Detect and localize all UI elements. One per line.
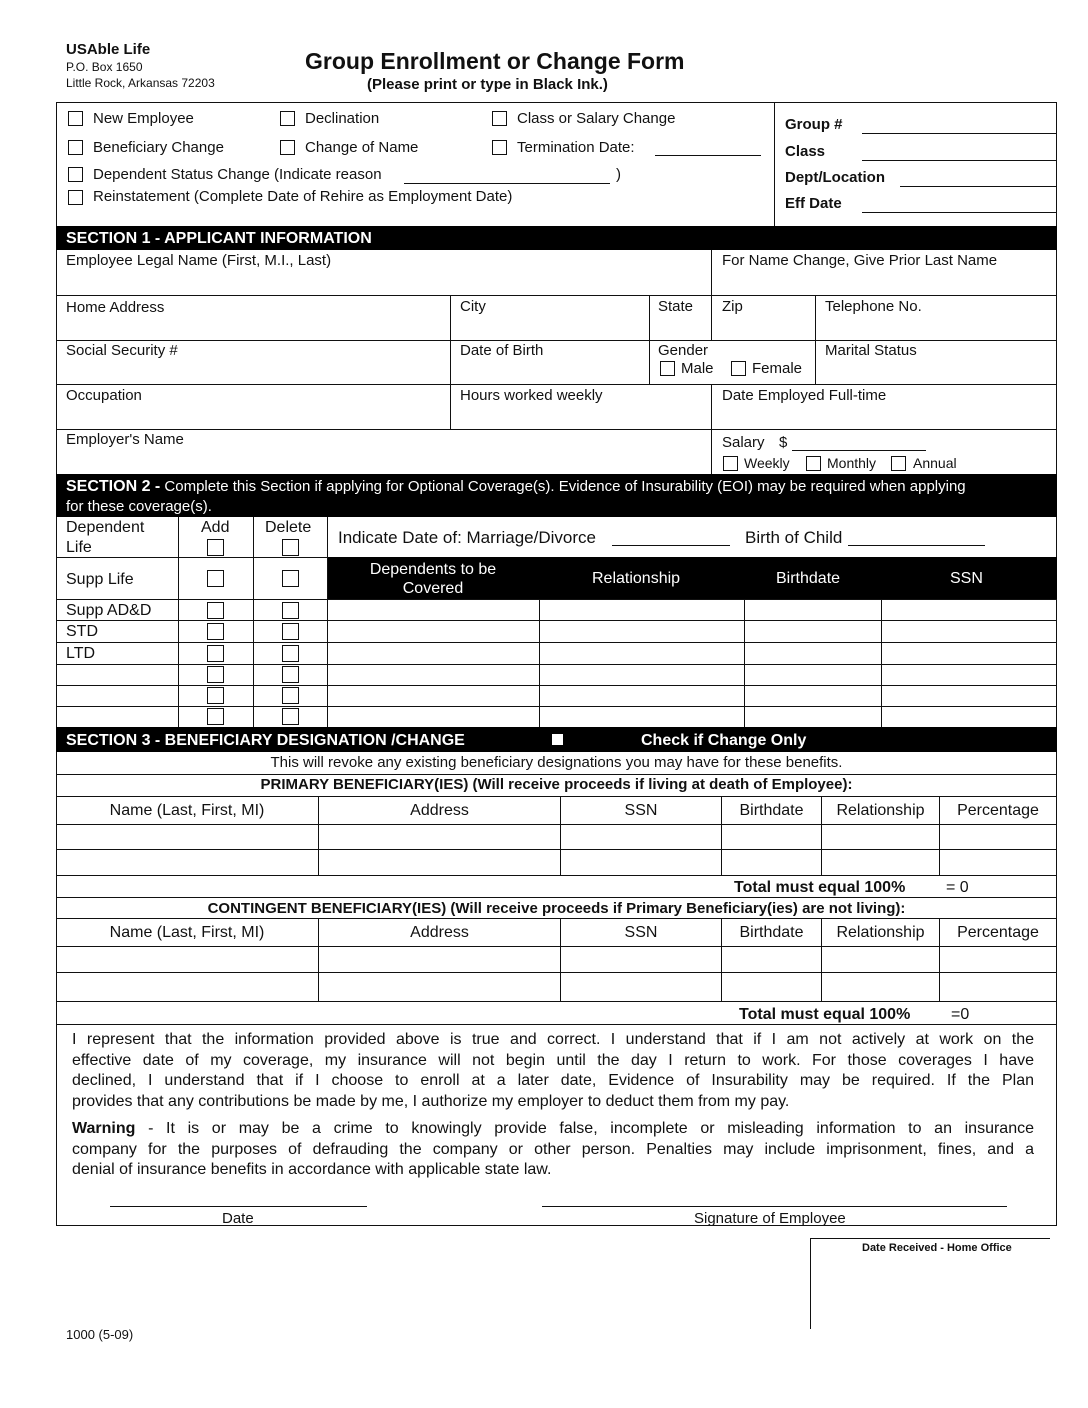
salary-field[interactable]: [792, 450, 926, 451]
s1-divider: [711, 295, 712, 340]
contingent-percentage-column-header: Percentage: [957, 924, 1039, 941]
s1-rule: [56, 340, 1057, 341]
s1-divider: [450, 384, 451, 429]
warning-text: - It is or may be a crime to knowingly provide false, incomplete or misleading information to an insurance: [135, 1120, 1034, 1137]
attestation-statement: [72, 1030, 1034, 1112]
warning-line: company for the purposes of defrauding the company or other person. Penalties may include imprisonment, fines, and a: [72, 1140, 1034, 1158]
supp-life-add-checkbox[interactable]: [207, 570, 224, 587]
primary-beneficiary-row-1[interactable]: [57, 825, 1056, 849]
dependent-status-change-label: Dependent Status Change (Indicate reason: [93, 166, 382, 183]
change-of-name-label: Change of Name: [305, 139, 419, 156]
row7-delete-checkbox[interactable]: [282, 687, 299, 704]
new-employee-label: New Employee: [93, 110, 194, 127]
s3-rule: [56, 796, 1057, 797]
contingent-name-column-header: Name (Last, First, MI): [109, 924, 265, 941]
dob-label: Date of Birth: [460, 342, 544, 359]
s2-rule: [56, 620, 1057, 621]
s2-divider: [253, 517, 254, 727]
dependent-life-add-checkbox[interactable]: [207, 539, 224, 556]
contingent-beneficiary-row-1[interactable]: [57, 947, 1056, 972]
annual-checkbox[interactable]: [891, 456, 906, 471]
row8-add-checkbox[interactable]: [207, 708, 224, 725]
birth-of-child-date-field[interactable]: [848, 545, 985, 546]
dependents-table-header: [328, 557, 1057, 599]
attestation-line: I represent that the information provided above is true and correct. I understand that if I am not actively at work on the: [72, 1031, 1034, 1048]
delete-column-header: Delete: [265, 519, 312, 536]
zip-label: Zip: [722, 298, 743, 315]
s2-divider: [178, 517, 179, 727]
dept-location-label: Dept/Location: [785, 169, 885, 186]
employer-name-label: Employer's Name: [66, 431, 184, 448]
contingent-ssn-column-header: SSN: [624, 924, 658, 941]
primary-ssn-column-header: SSN: [624, 802, 658, 819]
supp-add-label: Supp AD&D: [66, 602, 152, 619]
std-add-checkbox[interactable]: [207, 623, 224, 640]
section2-instructions: Complete this Section if applying for Optional Coverage(s). Evidence of Insurability (EOI) may be required when applying: [160, 478, 966, 495]
eff-date-field[interactable]: [862, 212, 1056, 213]
dependent-reason-field[interactable]: [404, 183, 610, 184]
monthly-label: Monthly: [827, 455, 877, 471]
s2-rule: [56, 557, 328, 558]
termination-date-label: Termination Date:: [517, 139, 635, 156]
ltd-add-checkbox[interactable]: [207, 645, 224, 662]
telephone-label: Telephone No.: [825, 298, 922, 315]
relationship-column-header: Relationship: [592, 570, 681, 587]
date-employed-label: Date Employed Full-time: [722, 387, 887, 404]
gender-label: Gender: [658, 342, 709, 359]
s2-rule: [56, 642, 1057, 643]
attestation-line: declined, I understand that if I choose to enroll at a later date, Evidence of Insurability may be required. If the Plan: [72, 1072, 1034, 1089]
indicate-date-label: Indicate Date of: Marriage/Divorce: [338, 528, 596, 547]
beneficiary-change-checkbox[interactable]: [68, 140, 83, 155]
s2-rule: [56, 706, 1057, 707]
add-column-header: Add: [201, 519, 230, 536]
dependent-life-label-2: Life: [66, 539, 92, 556]
weekly-label: Weekly: [744, 455, 790, 471]
city-label: City: [460, 298, 486, 315]
row6-add-checkbox[interactable]: [207, 666, 224, 683]
supp-life-label: Supp Life: [66, 571, 134, 588]
marital-status-label: Marital Status: [825, 342, 917, 359]
ssn-label: Social Security #: [66, 342, 178, 359]
s3-rule: [56, 1024, 1057, 1025]
contingent-beneficiary-row-2[interactable]: [57, 973, 1056, 1001]
primary-relationship-column-header: Relationship: [836, 802, 925, 819]
dept-location-field[interactable]: [900, 186, 1056, 187]
declination-label: Declination: [305, 110, 380, 127]
warning-label: Warning: [72, 1120, 136, 1137]
contingent-beneficiary-heading: CONTINGENT BENEFICIARY(IES) (Will receive proceeds if Primary Beneficiary(ies) are not living):: [207, 900, 906, 917]
s3-rule: [56, 1001, 1057, 1002]
s1-divider: [815, 295, 816, 340]
s3-rule: [56, 897, 1057, 898]
section2-heading: SECTION 2 -: [66, 478, 161, 495]
male-label: Male: [681, 360, 714, 377]
attestation-line: effective date of my coverage, my insurance will not begin until the day I return to work. For those coverages I have: [72, 1051, 1034, 1069]
s3-rule: [56, 918, 1057, 919]
state-label: State: [658, 298, 694, 315]
s1-rule: [56, 295, 1057, 296]
warning-line: denial of insurance benefits in accordance with applicable state law.: [72, 1161, 552, 1178]
female-label: Female: [752, 360, 803, 377]
date-received-box-left: [810, 1238, 811, 1329]
eff-date-label: Eff Date: [785, 195, 842, 212]
ltd-delete-checkbox[interactable]: [282, 645, 299, 662]
revoke-notice: This will revoke any existing beneficiary designations you may have for these benefits.: [270, 754, 843, 771]
contingent-total-label: Total must equal 100%: [739, 1006, 911, 1023]
date-signature-line[interactable]: [110, 1206, 367, 1207]
std-label: STD: [66, 623, 98, 640]
new-employee-checkbox[interactable]: [68, 111, 83, 126]
s2-rule: [56, 664, 1057, 665]
birth-of-child-label: Birth of Child: [745, 528, 843, 547]
section1-heading: SECTION 1 - APPLICANT INFORMATION: [66, 230, 372, 247]
supp-life-delete-checkbox[interactable]: [282, 570, 299, 587]
std-delete-checkbox[interactable]: [282, 623, 299, 640]
employee-signature-line[interactable]: [542, 1206, 1007, 1207]
section1-header-bar: [56, 226, 1057, 250]
reinstatement-label: Reinstatement (Complete Date of Rehire as Employment Date): [93, 188, 513, 205]
primary-beneficiary-row-2[interactable]: [57, 850, 1056, 875]
contingent-relationship-column-header: Relationship: [836, 924, 925, 941]
date-received-box-top: [810, 1238, 1050, 1239]
s1-divider: [450, 340, 451, 384]
termination-checkbox[interactable]: [492, 140, 507, 155]
home-address-label: Home Address: [66, 299, 165, 316]
weekly-checkbox[interactable]: [723, 456, 738, 471]
class-salary-change-label: Class or Salary Change: [517, 110, 676, 127]
dependent-status-change-checkbox[interactable]: [68, 167, 83, 182]
s2-divider: [881, 599, 882, 727]
s1-divider: [450, 295, 451, 340]
company-address-line1: P.O. Box 1650: [66, 60, 143, 74]
male-checkbox[interactable]: [660, 361, 675, 376]
prior-name-field[interactable]: [712, 269, 1056, 295]
s1-divider: [649, 295, 650, 340]
beneficiary-change-label: Beneficiary Change: [93, 139, 224, 156]
supp-add-delete-checkbox[interactable]: [282, 602, 299, 619]
s1-rule: [56, 384, 1057, 385]
section2-instructions-cont: for these coverage(s).: [66, 498, 212, 515]
primary-address-column-header: Address: [410, 802, 469, 819]
prior-name-label: For Name Change, Give Prior Last Name: [722, 252, 998, 269]
s1-rule: [56, 429, 1057, 430]
legal-name-field[interactable]: [57, 269, 710, 295]
primary-name-column-header: Name (Last, First, MI): [109, 802, 265, 819]
group-number-label: Group #: [785, 116, 843, 133]
birthdate-column-header: Birthdate: [776, 570, 841, 587]
termination-date-field[interactable]: [655, 155, 761, 156]
s2-rule: [56, 599, 1057, 600]
s2-rule: [56, 685, 1057, 686]
s1-divider: [711, 429, 712, 474]
company-address-line2: Little Rock, Arkansas 72203: [66, 76, 215, 90]
salary-currency: $: [779, 434, 788, 451]
class-salary-change-checkbox[interactable]: [492, 111, 507, 126]
s1-divider: [815, 340, 816, 384]
attestation-line: provides that any contributions be made by me, I authorize my employer to deduct them from my pay.: [72, 1092, 790, 1110]
dependents-covered-header-2: Covered: [402, 580, 464, 597]
primary-total-value: = 0: [946, 879, 969, 896]
s2-divider: [327, 517, 328, 727]
s3-rule: [56, 875, 1057, 876]
warning-statement: [72, 1119, 1034, 1181]
ssn-column-header: SSN: [950, 570, 983, 587]
class-label: Class: [785, 143, 826, 160]
group-info-divider: [774, 102, 775, 226]
legal-name-label: Employee Legal Name (First, M.I., Last): [66, 252, 332, 269]
form-title: Group Enrollment or Change Form: [305, 48, 685, 74]
form-subtitle: (Please print or type in Black Ink.): [367, 76, 608, 93]
row6-delete-checkbox[interactable]: [282, 666, 299, 683]
reinstatement-checkbox[interactable]: [68, 190, 83, 205]
contingent-birthdate-column-header: Birthdate: [739, 924, 804, 941]
section3-heading: SECTION 3 - BENEFICIARY DESIGNATION /CHANGE: [66, 732, 465, 749]
supp-add-add-checkbox[interactable]: [207, 602, 224, 619]
change-of-name-checkbox[interactable]: [280, 140, 295, 155]
contingent-total-value: =0: [951, 1006, 970, 1023]
s2-divider: [744, 599, 745, 727]
dependents-covered-header-1: Dependents to be: [369, 561, 497, 578]
s1-divider: [711, 384, 712, 429]
s3-rule: [56, 774, 1057, 775]
monthly-checkbox[interactable]: [806, 456, 821, 471]
signature-label: Signature of Employee: [694, 1210, 846, 1227]
primary-total-label: Total must equal 100%: [734, 879, 906, 896]
declination-checkbox[interactable]: [280, 111, 295, 126]
ltd-label: LTD: [66, 645, 96, 662]
primary-beneficiary-heading: PRIMARY BENEFICIARY(IES) (Will receive proceeds if living at death of Employee):: [260, 776, 853, 793]
primary-percentage-column-header: Percentage: [957, 802, 1039, 819]
salary-label: Salary: [722, 434, 765, 451]
s1-divider: [649, 340, 650, 384]
form-number: 1000 (5-09): [66, 1327, 134, 1342]
change-only-checkbox[interactable]: [552, 734, 563, 745]
date-received-label: Date Received - Home Office: [862, 1242, 1012, 1254]
class-field[interactable]: [862, 160, 1056, 161]
row8-delete-checkbox[interactable]: [282, 708, 299, 725]
marriage-divorce-date-field[interactable]: [612, 545, 730, 546]
female-checkbox[interactable]: [731, 361, 746, 376]
company-name: USAble Life: [66, 41, 151, 58]
s2-divider: [539, 599, 540, 727]
occupation-label: Occupation: [66, 387, 142, 404]
change-only-label: Check if Change Only: [641, 732, 807, 749]
contingent-address-column-header: Address: [410, 924, 469, 941]
dependent-reason-close: ): [616, 166, 621, 183]
group-number-field[interactable]: [862, 133, 1056, 134]
primary-birthdate-column-header: Birthdate: [739, 802, 804, 819]
date-label: Date: [222, 1210, 254, 1227]
row7-add-checkbox[interactable]: [207, 687, 224, 704]
annual-label: Annual: [913, 455, 957, 471]
section2-header-bar: [56, 474, 1057, 517]
dependent-life-label-1: Dependent: [66, 519, 145, 536]
hours-weekly-label: Hours worked weekly: [460, 387, 603, 404]
section3-header-bar: [56, 727, 1057, 752]
dependent-life-delete-checkbox[interactable]: [282, 539, 299, 556]
